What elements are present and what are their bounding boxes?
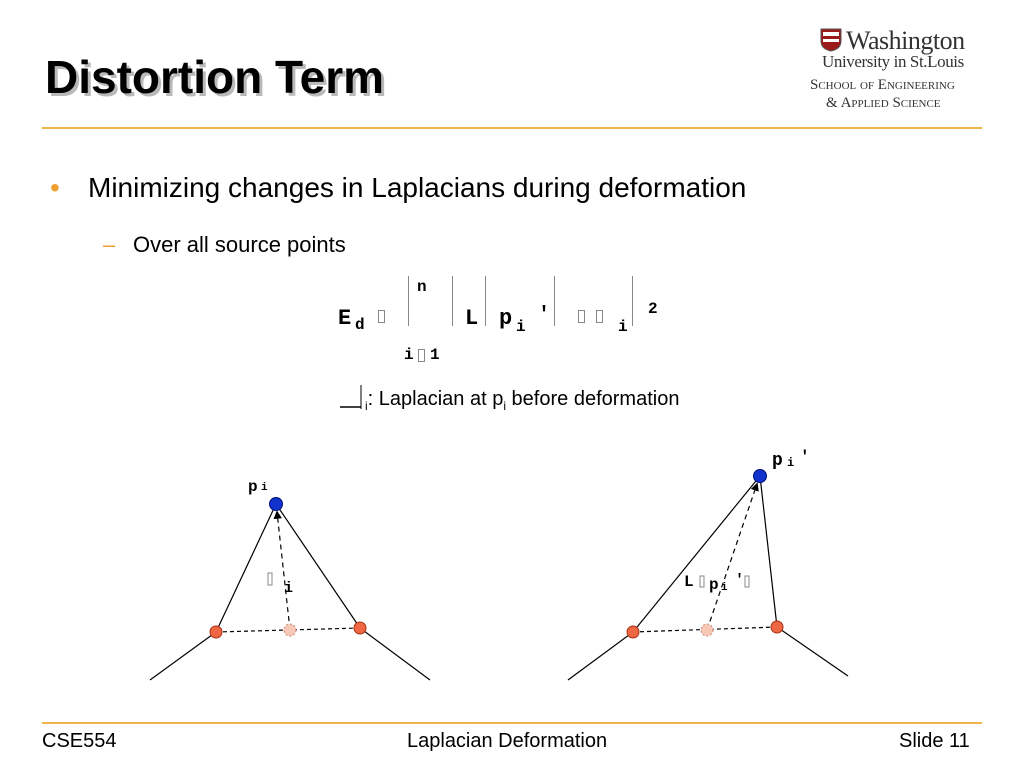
- right-L-label: L: [684, 573, 694, 591]
- right-p-label: p: [772, 451, 783, 471]
- left-delta-sub: i: [284, 580, 294, 597]
- paren-glyph-box: [745, 576, 749, 587]
- note-text-b: before deformation: [506, 388, 680, 410]
- eq-lower-i: i: [404, 346, 414, 364]
- slide-title: Distortion Term: [45, 51, 385, 103]
- edge: [760, 476, 777, 627]
- logo-line-4: & Applied Science: [826, 95, 941, 111]
- edge: [568, 632, 633, 680]
- vertex-neighbor: [354, 622, 366, 634]
- eq-lhs: E: [338, 306, 352, 331]
- right-Lp-sub: i: [721, 582, 728, 594]
- left-p-sub: i: [261, 482, 268, 494]
- logo-line-1: Washington: [846, 26, 965, 55]
- bullet-dot-icon: •: [50, 172, 60, 203]
- footer-slide-number: Slide 11: [899, 730, 970, 752]
- vertex-neighbor: [210, 626, 222, 638]
- footer-divider: [42, 722, 982, 724]
- edge: [777, 627, 848, 676]
- logo-line-3: School of Engineering: [810, 77, 955, 93]
- vertex-pi-prime: [754, 470, 767, 483]
- vertex-neighbor: [627, 626, 639, 638]
- vertex-neighbor: [771, 621, 783, 633]
- delta-glyph-box: [268, 573, 272, 585]
- footer-topic: Laplacian Deformation: [407, 730, 608, 752]
- edge: [360, 628, 430, 680]
- right-p-sub: i: [787, 456, 795, 470]
- eq-L: L: [465, 306, 479, 331]
- logo-line-2: University in St.Louis: [822, 52, 964, 71]
- centroid-point: [284, 624, 296, 636]
- edge: [216, 504, 276, 632]
- right-p-prime: ': [800, 448, 810, 466]
- eq-lower-1: 1: [430, 346, 440, 364]
- eq-upper: n: [417, 278, 427, 296]
- note-sub: i: [365, 399, 368, 413]
- bullet-main: Minimizing changes in Laplacians during deformation: [88, 172, 747, 203]
- note-text-a: : Laplacian at p: [367, 388, 504, 410]
- note-text-sub: i: [503, 399, 506, 413]
- left-p-label: p: [248, 478, 258, 496]
- vertex-pi: [270, 498, 283, 511]
- bullet-sub: Over all source points: [133, 232, 346, 257]
- laplacian-arrow: [277, 512, 290, 630]
- eq-lhs-sub: d: [355, 316, 365, 334]
- eq-p: p: [499, 306, 513, 331]
- edge: [633, 476, 760, 632]
- right-Lp-label: p: [709, 576, 719, 594]
- footer-course: CSE554: [42, 730, 117, 752]
- eq-power: 2: [648, 300, 658, 318]
- centroid-point: [701, 624, 713, 636]
- right-Lp-prime: ': [735, 572, 745, 589]
- eq-i: i: [618, 318, 628, 336]
- edge: [150, 632, 216, 680]
- edge: [276, 504, 360, 628]
- laplacian-arrow: [707, 484, 757, 630]
- sub-bullet-dash-icon: –: [103, 232, 116, 257]
- eq-prime: ': [538, 304, 551, 327]
- figure-right: [568, 470, 848, 681]
- eq-p-sub: i: [516, 318, 526, 336]
- paren-glyph-box: [700, 576, 704, 587]
